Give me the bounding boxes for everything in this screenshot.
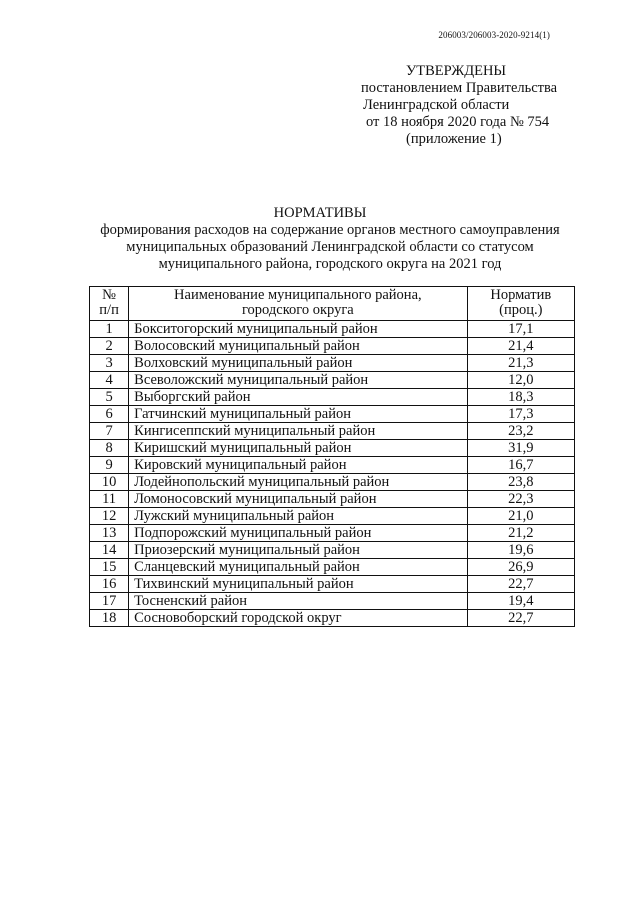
table-row [90, 474, 575, 491]
row-number: 4 [90, 372, 129, 389]
table-row [90, 440, 575, 457]
row-name: Тосненский район [129, 593, 467, 610]
row-name: Сланцевский муниципальный район [129, 559, 467, 576]
row-norm: 31,9 [467, 440, 574, 457]
subtitle-line: муниципальных образований Ленинградской области со статусом [126, 239, 534, 255]
table-row [90, 593, 575, 610]
header-name-line: Наименование муниципального района, [174, 287, 422, 303]
row-name: Ломоносовский муниципальный район [129, 491, 467, 508]
row-number: 17 [90, 593, 129, 610]
row-number: 9 [90, 457, 129, 474]
table-header-row [90, 287, 575, 321]
norms-table [89, 286, 575, 627]
row-name: Кировский муниципальный район [129, 457, 467, 474]
row-number: 5 [90, 389, 129, 406]
row-number: 1 [90, 321, 129, 338]
row-norm: 22,7 [467, 610, 574, 627]
row-number: 7 [90, 423, 129, 440]
row-name: Волховский муниципальный район [129, 355, 467, 372]
row-norm: 21,3 [467, 355, 574, 372]
row-number: 13 [90, 525, 129, 542]
header-number-line: п/п [99, 302, 119, 318]
row-number: 6 [90, 406, 129, 423]
document-title: НОРМАТИВЫ [273, 205, 367, 221]
approval-appendix-line: (приложение 1) [406, 131, 502, 147]
row-norm: 21,4 [467, 338, 574, 355]
row-norm: 23,2 [467, 423, 574, 440]
header-name-line: городского округа [241, 302, 354, 318]
table-row [90, 576, 575, 593]
row-name: Волосовский муниципальный район [129, 338, 467, 355]
table-row [90, 423, 575, 440]
row-norm: 16,7 [467, 457, 574, 474]
row-norm: 18,3 [467, 389, 574, 406]
row-norm: 22,3 [467, 491, 574, 508]
row-number: 8 [90, 440, 129, 457]
approval-block [358, 63, 558, 148]
header-number-line: № [102, 287, 116, 303]
row-name: Гатчинский муниципальный район [129, 406, 467, 423]
row-norm: 21,2 [467, 525, 574, 542]
row-name: Тихвинский муниципальный район [129, 576, 467, 593]
table-row [90, 491, 575, 508]
row-name: Приозерский муниципальный район [129, 542, 467, 559]
table-row [90, 372, 575, 389]
row-number: 18 [90, 610, 129, 627]
document-subtitle [80, 222, 580, 273]
table-row [90, 389, 575, 406]
row-number: 10 [90, 474, 129, 491]
row-norm: 12,0 [467, 372, 574, 389]
row-norm: 21,0 [467, 508, 574, 525]
row-number: 14 [90, 542, 129, 559]
header-name [129, 287, 467, 321]
row-name: Сосновоборский городской округ [129, 610, 467, 627]
approval-line: постановлением Правительства [361, 80, 558, 96]
table-row [90, 355, 575, 372]
table-row [90, 610, 575, 627]
approval-heading: УТВЕРЖДЕНЫ [406, 63, 507, 79]
row-number: 16 [90, 576, 129, 593]
table-row [90, 338, 575, 355]
header-norm-line: Норматив [490, 287, 552, 303]
row-name: Кингисеппский муниципальный район [129, 423, 467, 440]
row-norm: 19,4 [467, 593, 574, 610]
row-name: Выборгский район [129, 389, 467, 406]
approval-line: Ленинградской области [363, 97, 510, 113]
table-row [90, 525, 575, 542]
row-name: Киришский муниципальный район [129, 440, 467, 457]
approval-date-line: от 18 ноября 2020 года № 754 [366, 114, 550, 130]
row-number: 12 [90, 508, 129, 525]
row-number: 15 [90, 559, 129, 576]
table-row [90, 508, 575, 525]
table-row [90, 321, 575, 338]
row-norm: 17,3 [467, 406, 574, 423]
row-name: Лодейнопольский муниципальный район [129, 474, 467, 491]
row-number: 3 [90, 355, 129, 372]
row-norm: 23,8 [467, 474, 574, 491]
header-number [90, 287, 129, 321]
row-number: 11 [90, 491, 129, 508]
row-name: Подпорожский муниципальный район [129, 525, 467, 542]
header-norm-line: (проц.) [499, 302, 543, 318]
row-number: 2 [90, 338, 129, 355]
row-norm: 26,9 [467, 559, 574, 576]
row-norm: 22,7 [467, 576, 574, 593]
table-row [90, 457, 575, 474]
header-norm [467, 287, 574, 321]
document-code: 206003/206003-2020-9214(1) [438, 30, 550, 40]
subtitle-line: формирования расходов на содержание органов местного самоуправления [100, 222, 560, 238]
row-name: Лужский муниципальный район [129, 508, 467, 525]
table-row [90, 542, 575, 559]
subtitle-line: муниципального района, городского округа на 2021 год [158, 256, 502, 272]
row-name: Бокситогорский муниципальный район [129, 321, 467, 338]
table-row [90, 559, 575, 576]
row-norm: 19,6 [467, 542, 574, 559]
table-row [90, 406, 575, 423]
row-norm: 17,1 [467, 321, 574, 338]
row-name: Всеволожский муниципальный район [129, 372, 467, 389]
